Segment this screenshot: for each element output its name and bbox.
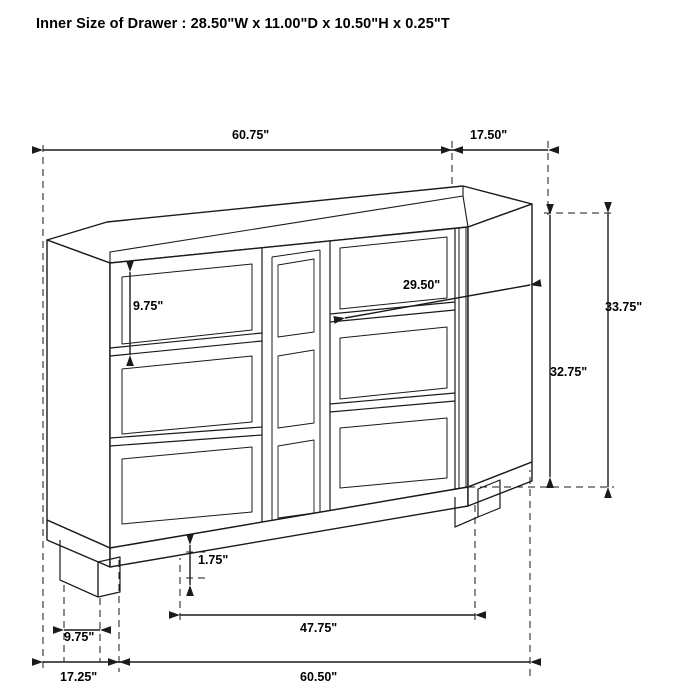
dim-top-width-side: 17.50" bbox=[470, 128, 508, 142]
dresser-body bbox=[47, 186, 532, 597]
dim-leg-offset: 17.25" bbox=[60, 670, 98, 684]
dim-overall-height-right: 33.75" bbox=[605, 300, 643, 314]
dim-base-width-inner: 47.75" bbox=[300, 621, 338, 635]
dim-base-clearance: 1.75" bbox=[198, 553, 229, 567]
dim-top-width-front: 60.75" bbox=[232, 128, 270, 142]
dim-base-width-total: 60.50" bbox=[300, 670, 338, 684]
dim-drawer-width-inner: 29.50" bbox=[403, 278, 441, 292]
dim-leg-width: 9.75" bbox=[64, 630, 95, 644]
dim-cabinet-height-right: 32.75" bbox=[550, 365, 588, 379]
page-title: Inner Size of Drawer : 28.50"W x 11.00"D x 10.50"H x 0.25"T bbox=[36, 16, 450, 32]
dim-drawer-height-left: 9.75" bbox=[133, 299, 164, 313]
